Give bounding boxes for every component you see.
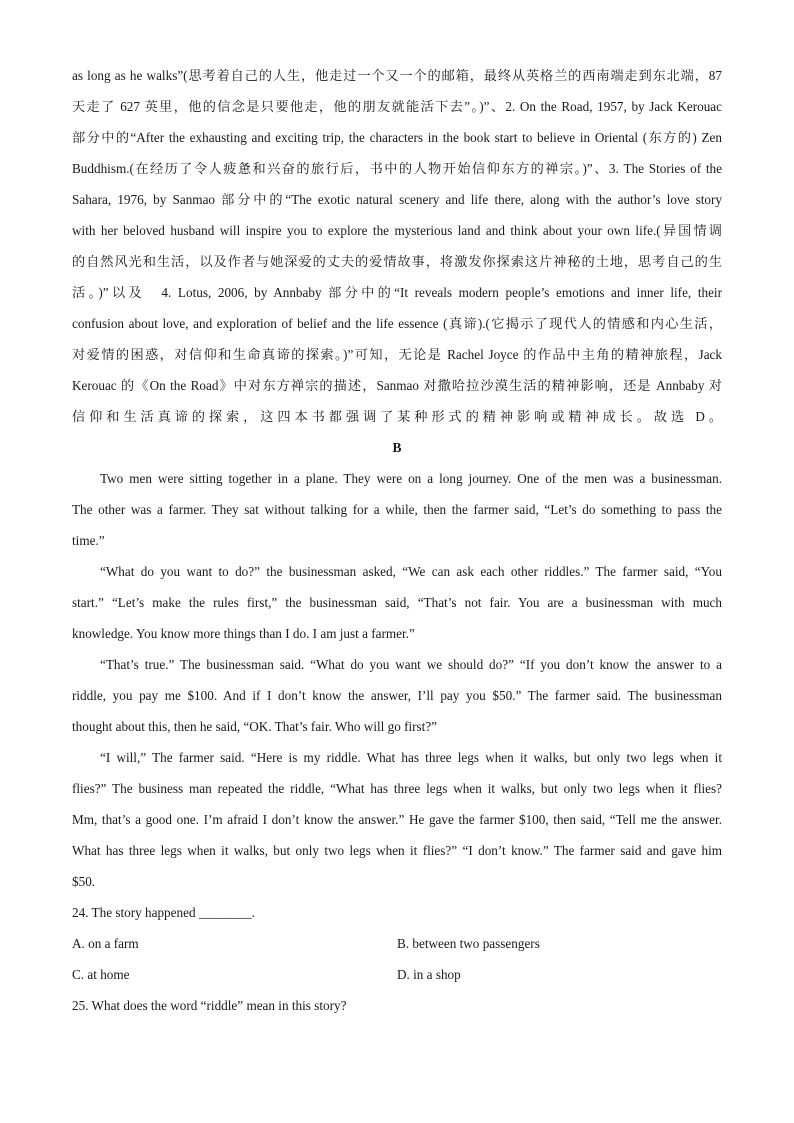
option-c[interactable]: C. at home (72, 967, 130, 982)
text-line: 天走了 627 英里，他的信念是只要他走，他的朋友就能活下去”。)”、2. On the Road, 1957, by Jack Kerouac (72, 99, 722, 114)
text-line: 活。)”以及 4. Lotus, 2006, by Annbaby 部分中的“It reveals modern people’s emotions and inner life, their (72, 285, 722, 300)
text-line: “What do you want to do?” the businessman asked, “We can ask each other riddles.” The farmer said, “You (100, 564, 722, 579)
text-line: “I will,” The farmer said. “Here is my riddle. What has three legs when it walks, but only two legs when it (100, 750, 722, 765)
option-b[interactable]: B. between two passengers (397, 936, 540, 951)
text-line: confusion about love, and exploration of belief and the life essence (真谛).(它揭示了现代人的情感和内心生活， (72, 316, 722, 331)
text-line: The other was a farmer. They sat without talking for a while, then the farmer said, “Let’s do something to pass the (72, 502, 722, 517)
text-line: Two men were sitting together in a plane. They were on a long journey. One of the men was a businessman. (100, 471, 722, 486)
option-a[interactable]: A. on a farm (72, 936, 139, 951)
text-line: 的自然风光和生活，以及作者与她深爱的丈夫的爱情故事，将激发你探索这片神秘的土地，思考自己的生 (72, 254, 722, 269)
text-line: What has three legs when it walks, but only two legs when it flies?” “I don’t know.” The farmer said and gave him (72, 843, 722, 858)
text-line: start.” “Let’s make the rules first,” the businessman said, “That’s not fair. You are a businessman with much (72, 595, 722, 610)
text-line: with her beloved husband will inspire you to explore the mysterious land and think about your own life.(异国情调 (72, 223, 722, 238)
text-line: Buddhism.(在经历了令人疲惫和兴奋的旅行后，书中的人物开始信仰东方的禅宗。)”、3. The Stories of the (72, 161, 722, 176)
text-line: thought about this, then he said, “OK. That’s fair. Who will go first?” (72, 719, 438, 734)
text-line: 部分中的“After the exhausting and exciting trip, the characters in the book start to believe in Oriental (东方的) Zen (72, 130, 722, 145)
option-d[interactable]: D. in a shop (397, 967, 461, 982)
section-heading: B (392, 440, 402, 455)
question-24-options (72, 928, 722, 959)
text-line: Sahara, 1976, by Sanmao 部分中的“The exotic natural scenery and life there, along with the author’s love story (72, 192, 722, 207)
text-line: 信仰和生活真谛的探索，这四本书都强调了某种形式的精神影响或精神成长。故选 D。 (72, 409, 722, 424)
text-line: knowledge. You know more things than I do. I am just a farmer.” (72, 626, 415, 641)
text-line: “That’s true.” The businessman said. “What do you want we should do?” “If you don’t know the answer to a (100, 657, 722, 672)
text-line: as long as he walks”(思考着自己的人生，他走过一个又一个的邮箱，最终从英格兰的西南端走到东北端，87 (72, 68, 722, 83)
text-line: Mm, that’s a good one. I’m afraid I don’t know the answer.” He gave the farmer $100, then said, “Tell me the answer. (72, 812, 722, 827)
text-line: flies?” The business man repeated the riddle, “What has three legs when it walks, but only two legs when it flies? (72, 781, 722, 796)
text-line: time.” (72, 533, 105, 548)
document-page (72, 60, 722, 1021)
text-line: riddle, you pay me $100. And if I don’t know the answer, I’ll pay you $50.” The farmer said. The businessman (72, 688, 722, 703)
text-line: $50. (72, 874, 96, 889)
explanation-block (72, 60, 722, 432)
story-block (72, 463, 722, 897)
question-24: 24. The story happened ________. (72, 905, 255, 920)
text-line: 对爱情的困惑，对信仰和生命真谛的探索。)”可知，无论是 Rachel Joyce 的作品中主角的精神旅程，Jack (72, 347, 722, 362)
question-24-options (72, 959, 722, 990)
text-line: Kerouac 的《On the Road》中对东方禅宗的描述，Sanmao 对撒哈拉沙漠生活的精神影响，还是 Annbaby 对 (72, 378, 722, 393)
question-25: 25. What does the word “riddle” mean in this story? (72, 998, 347, 1013)
